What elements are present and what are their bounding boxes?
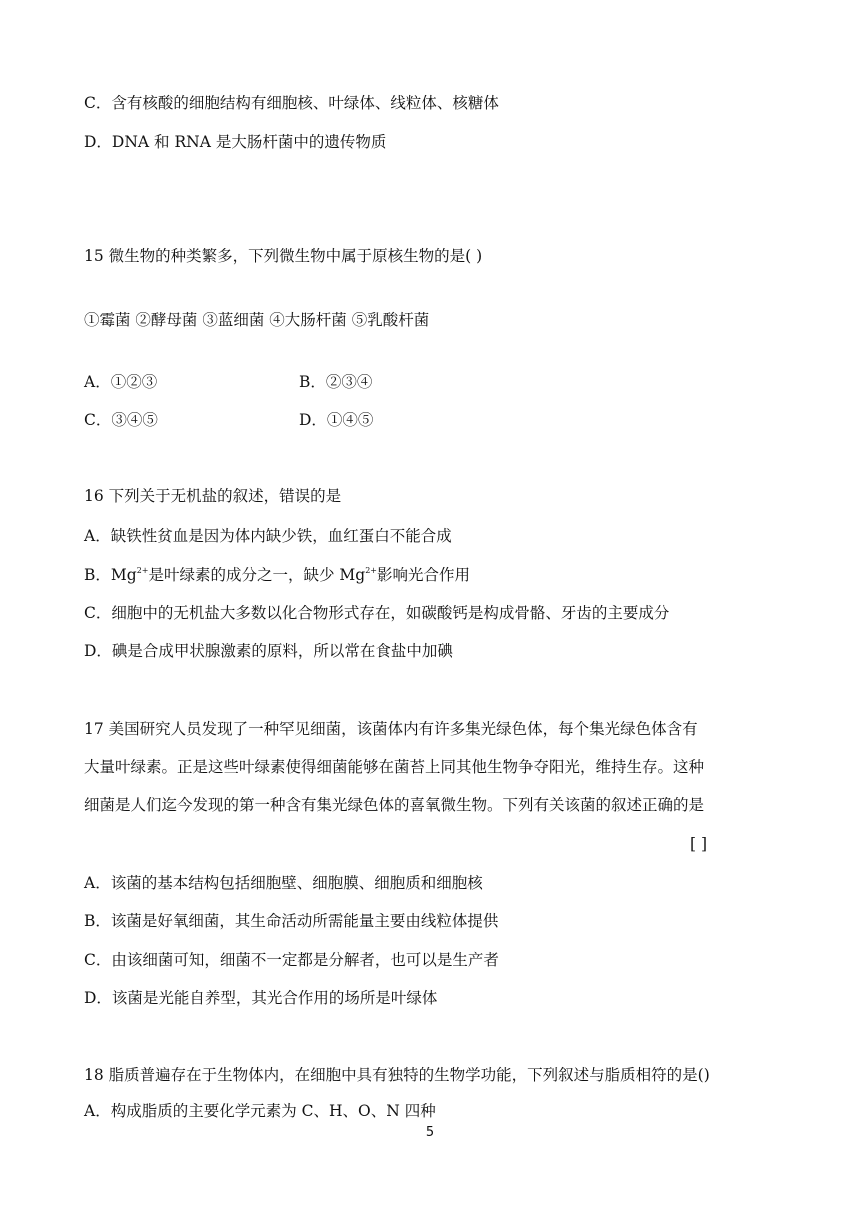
q16-option-c: C．细胞中的无机盐大多数以化合物形式存在，如碳酸钙是构成骨骼、牙齿的主要成分 — [84, 604, 670, 622]
q16-option-b-part1: B．Mg — [84, 566, 137, 584]
charge-superscript: 2+ — [365, 566, 378, 575]
q15-stem: 15 微生物的种类繁多，下列微生物中属于原核生物的是( ) — [84, 247, 483, 265]
q16-option-b-part3: 影响光合作用 — [377, 566, 471, 584]
q15-option-b: B．②③④ — [299, 373, 373, 391]
q18-stem: 18 脂质普遍存在于生物体内，在细胞中具有独特的生物学功能，下列叙述与脂质相符的是() — [84, 1066, 710, 1084]
q14-option-c: C．含有核酸的细胞结构有细胞核、叶绿体、线粒体、核糖体 — [84, 94, 499, 112]
q17-option-a: A．该菌的基本结构包括细胞壁、细胞膜、细胞质和细胞核 — [84, 874, 483, 892]
q14-option-d: D．DNA 和 RNA 是大肠杆菌中的遗传物质 — [84, 133, 387, 151]
q16-option-d: D．碘是合成甲状腺激素的原料，所以常在食盐中加碘 — [84, 642, 453, 660]
q15-option-a: A．①②③ — [84, 373, 158, 391]
page-number: 5 — [425, 1125, 435, 1140]
q17-stem-line-3: 细菌是人们迄今发现的第一种含有集光绿色体的喜氧微生物。下列有关该菌的叙述正确的是 — [84, 796, 705, 814]
q16-option-b-part2: 是叶绿素的成分之一，缺少 Mg — [148, 566, 366, 584]
q16-option-b — [84, 565, 470, 585]
q16-option-a: A．缺铁性贫血是因为体内缺少铁，血红蛋白不能合成 — [84, 527, 452, 545]
q17-stem-line-2: 大量叶绿素。正是这些叶绿素使得细菌能够在菌苔上同其他生物争夺阳光，维持生存。这种 — [84, 758, 705, 776]
q15-items: ①霉菌 ②酵母菌 ③蓝细菌 ④大肠杆菌 ⑤乳酸杆菌 — [84, 311, 430, 329]
q15-option-c: C．③④⑤ — [84, 411, 158, 429]
q16-stem: 16 下列关于无机盐的叙述，错误的是 — [84, 487, 342, 505]
q18-option-a: A．构成脂质的主要化学元素为 C、H、O、N 四种 — [84, 1102, 436, 1120]
q15-option-d: D．①④⑤ — [299, 411, 374, 429]
q17-option-d: D．该菌是光能自养型，其光合作用的场所是叶绿体 — [84, 989, 438, 1007]
charge-superscript: 2+ — [136, 566, 149, 575]
q17-answer-bracket: [ ] — [690, 835, 708, 853]
q17-option-c: C．由该细菌可知，细菌不一定都是分解者，也可以是生产者 — [84, 951, 499, 969]
q17-option-b: B．该菌是好氧细菌，其生命活动所需能量主要由线粒体提供 — [84, 912, 499, 930]
q17-stem-line-1: 17 美国研究人员发现了一种罕见细菌，该菌体内有许多集光绿色体，每个集光绿色体含有 — [84, 720, 698, 738]
